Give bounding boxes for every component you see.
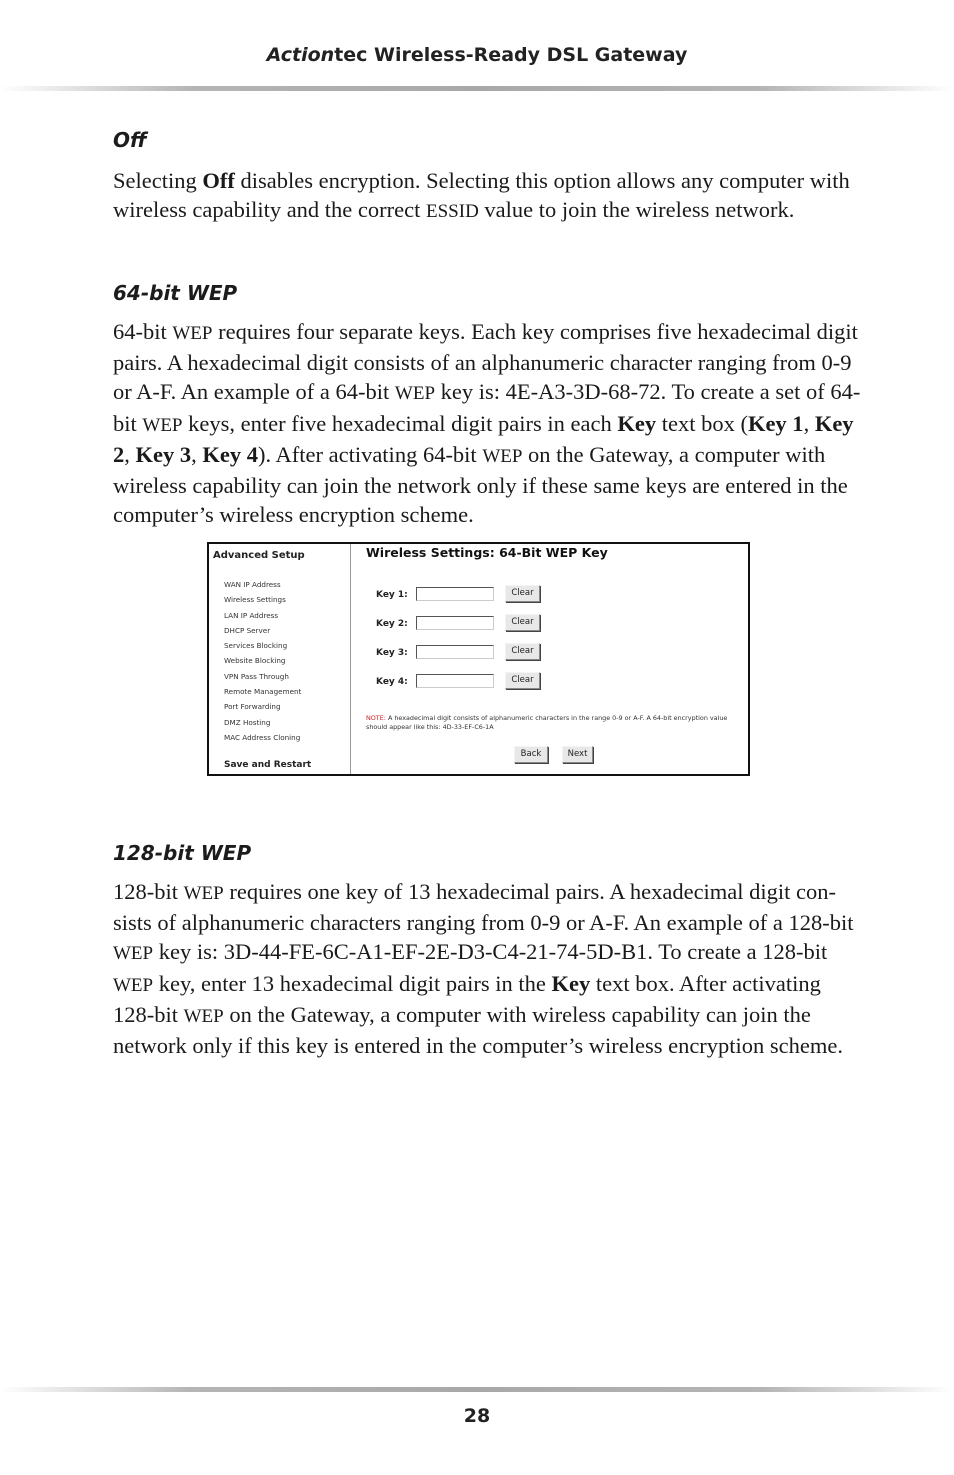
paragraph-off (113, 166, 863, 226)
sidebar-item-wan-ip-address[interactable]: WAN IP Address (224, 580, 281, 589)
smallcaps-run: WEP (172, 323, 213, 344)
smallcaps-run: WEP (183, 883, 224, 904)
text-run: ). After activating 64-bit (258, 441, 483, 467)
sidebar-item-services-blocking[interactable]: Services Blocking (224, 641, 288, 651)
sidebar-item-save-and-restart[interactable]: Save and Restart (224, 760, 312, 770)
sidebar-item-mac-address-cloning[interactable]: MAC Address Cloning (224, 732, 301, 742)
key-1-input[interactable] (416, 587, 494, 601)
text-run: , (124, 441, 136, 467)
sidebar-item-dhcp-server[interactable]: DHCP Server (224, 625, 271, 635)
back-button[interactable]: Back (514, 746, 548, 763)
bold-run: Key (617, 410, 657, 436)
header-brand-rest: tec Wireless-Ready DSL Gateway (334, 44, 688, 66)
sidebar-item-lan-ip-address[interactable]: LAN IP Address (224, 610, 279, 620)
smallcaps-run: WEP (394, 383, 436, 405)
bold-run: Key 2 (113, 410, 854, 467)
sidebar-item-dmz-hosting[interactable]: DMZ Hosting (224, 717, 271, 727)
text-run: requires four separate keys. Each key comprises five hexadecimal digit pairs. A hexadecimal digit consists of an alphanumeric character ranging from 0-9 or A-F. An example of a 64-bit (113, 319, 858, 405)
text-run: value to join the wireless network. (478, 197, 795, 223)
text-run: requires one key of 13 hexadecimal pairs. A hexadecimal digit con-sists of alphanumeric characters ranging from 0-9 or A-F. An example of a 128-bit (113, 879, 854, 936)
clear-key-4-button[interactable]: Clear (505, 672, 540, 689)
note-label: NOTE: (366, 714, 386, 722)
header-divider (0, 86, 954, 91)
text-run: key is: 3D-44-FE-6C-A1-EF-2E-D3-C4-21-74-5D-B1. To create a 128-bit (153, 939, 828, 965)
panel-title: Wireless Settings: 64-Bit WEP Key (366, 545, 608, 560)
advanced-setup-sidebar (209, 544, 351, 774)
text-run: 128-bit (113, 879, 184, 904)
key-2-input[interactable] (416, 616, 494, 630)
bold-run: Key (551, 970, 591, 996)
clear-key-3-button[interactable]: Clear (505, 643, 540, 660)
hex-note (366, 714, 741, 732)
sidebar-item-wireless-settings[interactable]: Wireless Settings (224, 595, 286, 605)
smallcaps-run: WEP (183, 1005, 224, 1027)
text-run: key is: 4E-A3-3D-68-72. To create a set of 64-bit (113, 379, 861, 436)
bold-run: Key 3 (135, 441, 192, 467)
sidebar-menu (224, 577, 301, 745)
smallcaps-run: WEP (113, 974, 154, 996)
key-3-input[interactable] (416, 645, 494, 659)
clear-key-2-button[interactable]: Clear (505, 614, 540, 631)
heading-off: Off (113, 128, 147, 152)
key-label: Key 2: (376, 619, 408, 629)
sidebar-title: Advanced Setup (213, 550, 305, 561)
bold-run: Key 4 (202, 441, 258, 467)
text-run: Selecting (113, 168, 203, 193)
text-run: keys, enter five hexadecimal digit pairs in each (182, 410, 618, 436)
footer-divider (0, 1387, 954, 1392)
page-number: 28 (463, 1405, 491, 1427)
text-run: key, enter 13 hexadecimal digit pairs in the (153, 970, 552, 996)
text-run: 64-bit (113, 319, 173, 344)
text-run: disables encryption. Selecting this option allows any computer with wireless capability and the correct (113, 168, 850, 223)
smallcaps-run: WEP (482, 445, 523, 467)
heading-64bit-wep: 64-bit WEP (113, 281, 238, 305)
text-run: text box ( (656, 410, 748, 436)
text-run: , (803, 410, 815, 436)
text-run: , (191, 441, 203, 467)
key-4-input[interactable] (416, 674, 494, 688)
sidebar-item-website-blocking[interactable]: Website Blocking (224, 656, 286, 666)
next-button[interactable]: Next (562, 746, 593, 763)
smallcaps-run: WEP (113, 943, 154, 965)
sidebar-item-port-forwarding[interactable]: Port Forwarding (224, 702, 281, 712)
running-header (0, 44, 954, 66)
paragraph-64bit-wep (113, 317, 863, 529)
text-run: on the Gateway, a computer with wireless capability can join the network only if this key is entered in the computer’s wireless encryption scheme. (113, 1001, 844, 1059)
note-text: A hexadecimal digit consists of alphanumeric characters in the range 0-9 or A-F. A 64-bit encryption value should appear like this: 4D-33-EF-C6-1A (366, 714, 728, 731)
smallcaps-run: ESSID (426, 201, 479, 223)
key-label: Key 3: (376, 648, 408, 658)
text-run: on the Gateway, a computer with wireless capability can join the network only if these same keys are entered in the computer’s wireless encryption scheme. (113, 441, 848, 528)
sidebar-item-remote-management[interactable]: Remote Management (224, 687, 302, 697)
smallcaps-run: WEP (142, 414, 183, 436)
text-run: text box. After activating 128-bit (113, 970, 821, 1027)
key-label: Key 1: (376, 590, 408, 600)
paragraph-128bit-wep (113, 877, 863, 1060)
heading-128bit-wep: 128-bit WEP (113, 841, 252, 865)
key-label: Key 4: (376, 677, 408, 687)
bold-run: Key 1 (747, 410, 804, 436)
sidebar-item-vpn-pass-through[interactable]: VPN Pass Through (224, 671, 289, 681)
header-brand-italic: Action (266, 44, 335, 66)
wep-settings-screenshot (207, 542, 750, 776)
bold-run: Off (202, 168, 235, 193)
clear-key-1-button[interactable]: Clear (505, 585, 540, 602)
